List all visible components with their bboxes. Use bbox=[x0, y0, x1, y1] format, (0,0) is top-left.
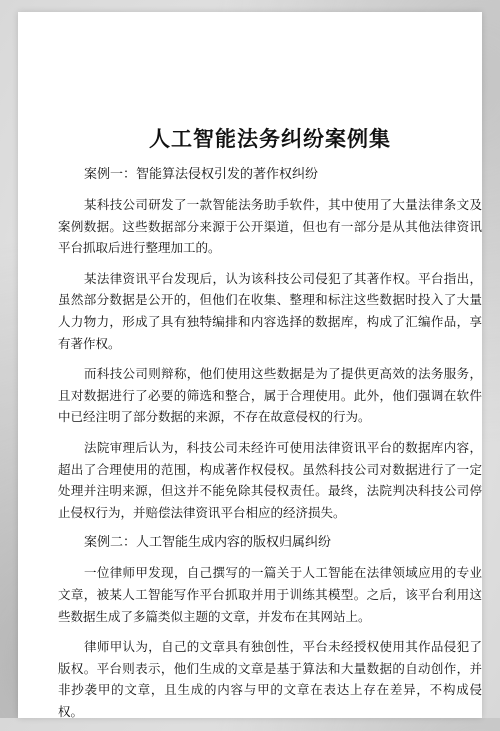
case-1-paragraph-3: 而科技公司则辩称，他们使用这些数据是为了提供更高效的法务服务，且对数据进行了必要的筛选和整合，属于合理使用。此外，他们强调在软件中已经注明了部分数据的来源，不存在故意侵权的行为。 bbox=[58, 366, 482, 425]
case-1-paragraph-2: 某法律资讯平台发现后，认为该科技公司侵犯了其著作权。平台指出，虽然部分数据是公开的，但他们在收集、整理和标注这些数据时投入了大量人力物力，形成了具有独特编排和内容选择的数据库，构成了汇编作品，享有著作权。 bbox=[58, 270, 482, 351]
case-2-heading: 案例二：人工智能生成内容的版权归属纠纷 bbox=[84, 535, 332, 551]
case-1-heading: 案例一：智能算法侵权引发的著作权纠纷 bbox=[84, 167, 319, 182]
case-2-paragraph-2: 律师甲认为，自己的文章具有独创性，平台未经授权使用其作品侵犯了版权。平台则表示，他们生成的文章是基于算法和大量数据的自动创作，并非抄袭甲的文章，且生成的内容与甲的文章在表达上存在差异，不构成侵权。 bbox=[58, 639, 482, 719]
case-2-paragraph-1: 一位律师甲发现，自己撰写的一篇关于人工智能在法律领域应用的专业文章，被某人工智能写作平台抓取并用于训练其模型。之后，该平台利用这些数据生成了多篇类似主题的文章，并发布在其网站上。 bbox=[58, 565, 482, 624]
case-1-paragraph-4: 法院审理后认为，科技公司未经许可使用法律资讯平台的数据库内容，超出了合理使用的范围，构成著作权侵权。虽然科技公司对数据进行了一定处理并注明来源，但这并不能免除其侵权责任。最终，法院判决科技公司停止侵权行为，并赔偿法律资讯平台相应的经济损失。 bbox=[58, 439, 482, 520]
case-1-paragraph-1: 某科技公司研发了一款智能法务助手软件，其中使用了大量法律条文及案例数据。这些数据部分来源于公开渠道，但也有一部分是从其他法律资讯平台抓取后进行整理加工的。 bbox=[58, 197, 482, 256]
document-content bbox=[58, 124, 482, 731]
document-page bbox=[18, 12, 482, 718]
document-title: 人工智能法务纠纷案例集 bbox=[149, 126, 391, 151]
